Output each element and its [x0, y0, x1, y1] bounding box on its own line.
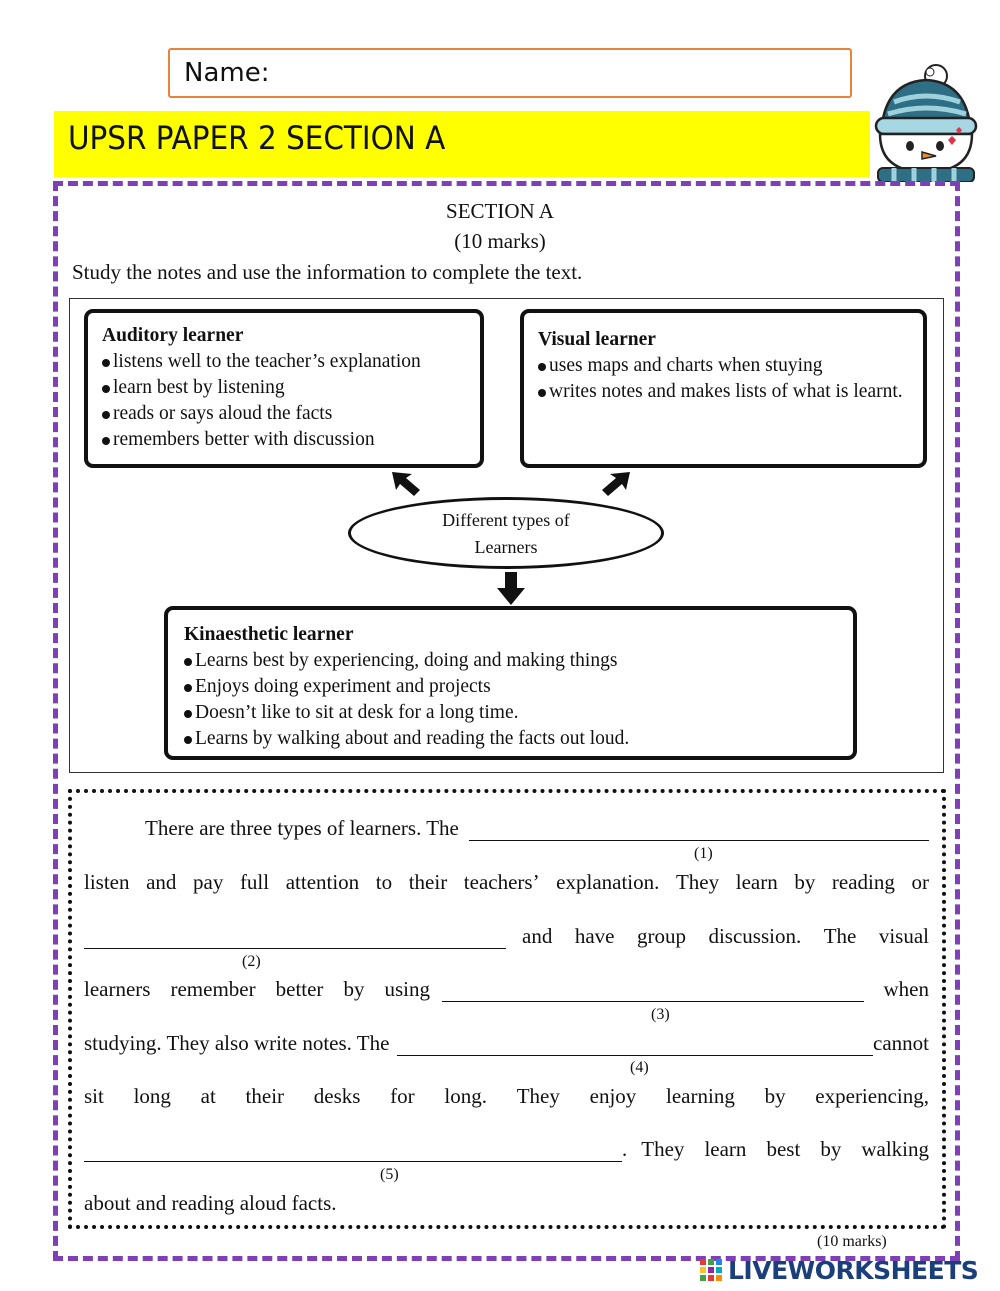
blank-number-3: (3)	[651, 1006, 670, 1023]
liveworksheets-grid-icon	[700, 1259, 722, 1281]
blank-number-2: (2)	[242, 953, 261, 970]
kinaesthetic-learner-box	[164, 606, 857, 760]
instruction: Study the notes and use the information to complete the text.	[72, 260, 583, 284]
cloze-line-2: listen and pay full attention to their teachers’ explanation. They learn by reading or	[84, 870, 929, 894]
title-banner	[54, 111, 870, 177]
center-line-1: Different types of	[442, 510, 570, 530]
list-item: Enjoys doing experiment and projects	[184, 674, 839, 700]
blank-5[interactable]	[84, 1139, 622, 1162]
blank-number-4: (4)	[630, 1059, 649, 1076]
name-field[interactable]	[168, 48, 852, 98]
brand-name: LIVEWORKSHEETS	[728, 1255, 979, 1285]
visual-learner-box	[520, 309, 927, 468]
cloze-line-7: . They learn best by walking	[84, 1134, 929, 1162]
cloze-text: There are three types of learners. The	[145, 816, 459, 840]
blank-3[interactable]	[442, 979, 864, 1002]
cloze-line-5: studying. They also write notes. The cannot	[84, 1031, 929, 1055]
visual-title: Visual learner	[538, 329, 656, 350]
list-item: remembers better with discussion	[102, 427, 466, 453]
blank-number-5: (5)	[380, 1166, 399, 1183]
blank-number-1: (1)	[694, 845, 713, 862]
liveworksheets-logo	[700, 1254, 978, 1286]
marks-footer: (10 marks)	[817, 1233, 887, 1250]
name-label: Name:	[184, 58, 270, 88]
blank-1[interactable]	[469, 818, 929, 841]
snowman-mascot-icon	[864, 64, 982, 182]
list-item: Doesn’t like to sit at desk for a long time.	[184, 700, 839, 726]
list-item: uses maps and charts when stuying	[538, 353, 909, 379]
auditory-learner-box	[84, 309, 484, 468]
auditory-title: Auditory learner	[102, 325, 244, 346]
list-item: Learns by walking about and reading the facts out loud.	[184, 726, 839, 752]
cloze-line-3: and have group discussion. The visual	[84, 921, 929, 949]
cloze-line-1	[145, 813, 929, 841]
cloze-line-6: sit long at their desks for long. They enjoy learning by experiencing,	[84, 1084, 929, 1108]
cloze-line-8: about and reading aloud facts.	[84, 1191, 337, 1215]
blank-2[interactable]	[84, 926, 506, 949]
cloze-passage-frame	[68, 789, 946, 1229]
list-item: learn best by listening	[102, 375, 466, 401]
arrow-up-left-icon	[388, 470, 424, 498]
arrow-down-icon	[497, 572, 525, 606]
section-heading: SECTION A	[446, 199, 554, 223]
blank-4[interactable]	[397, 1033, 873, 1056]
page-title: UPSR PAPER 2 SECTION A	[68, 119, 446, 157]
center-topic-ellipse	[348, 497, 664, 569]
kinaesthetic-title: Kinaesthetic learner	[184, 624, 354, 645]
cloze-line-4: learners remember better by using when	[84, 977, 929, 1001]
arrow-up-right-icon	[598, 470, 634, 498]
list-item: writes notes and makes lists of what is learnt.	[538, 379, 909, 405]
list-item: reads or says aloud the facts	[102, 401, 466, 427]
list-item: listens well to the teacher’s explanation	[102, 349, 466, 375]
center-line-2: Learners	[474, 537, 538, 557]
list-item: Learns best by experiencing, doing and making things	[184, 648, 839, 674]
section-marks: (10 marks)	[454, 229, 546, 253]
